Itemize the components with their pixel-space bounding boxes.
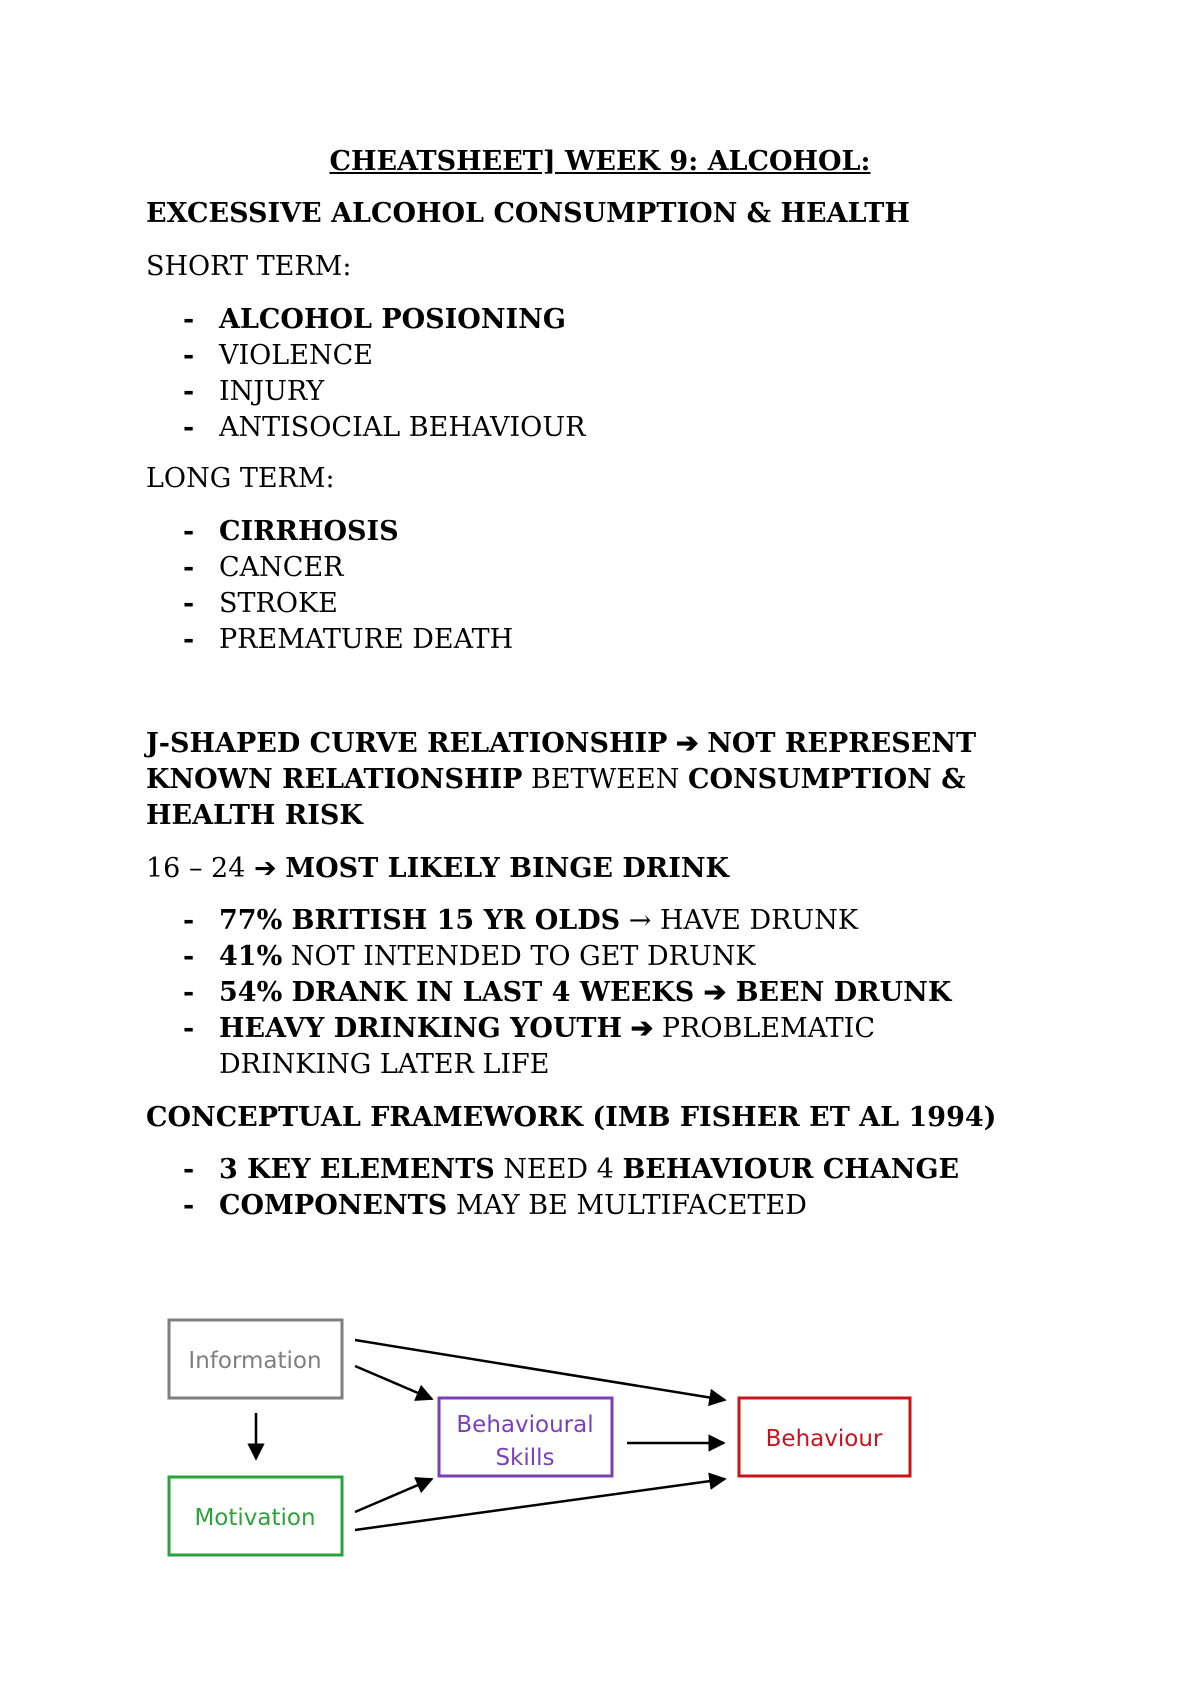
list-item-text: CIRRHOSIS xyxy=(219,516,399,547)
document-title: CHEATSHEET] WEEK 9: ALCOHOL: xyxy=(329,146,871,177)
framework-text: BEHAVIOUR CHANGE xyxy=(622,1154,960,1185)
jcurve-text: BETWEEN xyxy=(531,764,680,795)
list-item-text: DRINKING LATER LIFE xyxy=(219,1049,550,1080)
information-node xyxy=(169,1320,342,1398)
bullet-dash: - xyxy=(183,977,195,1008)
list-item-text: STROKE xyxy=(219,588,338,619)
behavioural-skills-label-1: Behavioural xyxy=(456,1412,594,1438)
list-item-text: PREMATURE DEATH xyxy=(219,624,514,655)
framework-text: NEED 4 xyxy=(503,1154,614,1185)
stat-text: HAVE DRUNK xyxy=(659,905,858,936)
arrow-icon: ➔ xyxy=(676,728,699,759)
arrow-icon: ➔ xyxy=(703,977,727,1008)
binge-title: MOST LIKELY BINGE DRINK xyxy=(285,853,729,884)
list-item-text: INJURY xyxy=(219,376,325,407)
stat-text: PROBLEMATIC xyxy=(661,1013,875,1044)
stat-text: 41% xyxy=(219,941,283,972)
stat-text: 54% DRANK IN LAST 4 WEEKS xyxy=(219,977,695,1008)
arrow-icon: ➔ xyxy=(253,853,277,884)
jcurve-text: CONSUMPTION & xyxy=(687,764,966,795)
bullet-dash: - xyxy=(183,340,195,371)
framework-heading: CONCEPTUAL FRAMEWORK (IMB FISHER ET AL 1994) xyxy=(146,1102,997,1133)
arrow-information-to-skills xyxy=(355,1366,432,1399)
list-item-text: CANCER xyxy=(219,552,344,583)
stat-text: NOT INTENDED TO GET DRUNK xyxy=(290,941,756,972)
list-item-text: VIOLENCE xyxy=(219,340,373,371)
long-term-label: LONG TERM: xyxy=(146,463,335,494)
stat-text: 77% BRITISH 15 YR OLDS xyxy=(219,905,621,936)
framework-text: MAY BE MULTIFACETED xyxy=(455,1190,807,1221)
jcurve-line-3: HEALTH RISK xyxy=(146,800,363,831)
short-term-label: SHORT TERM: xyxy=(146,251,352,282)
jcurve-term: J-SHAPED CURVE RELATIONSHIP xyxy=(146,728,668,759)
motivation-node xyxy=(169,1477,342,1555)
stat-text: HEAVY DRINKING YOUTH xyxy=(219,1013,623,1044)
bullet-dash: - xyxy=(183,412,195,443)
bullet-dash: - xyxy=(183,941,195,972)
behavioural-skills-label-2: Skills xyxy=(495,1445,555,1471)
jcurve-text: KNOWN RELATIONSHIP xyxy=(146,764,523,795)
bullet-dash: - xyxy=(183,1190,195,1221)
bullet-dash: - xyxy=(183,905,195,936)
bullet-dash: - xyxy=(183,588,195,619)
bullet-dash: - xyxy=(183,516,195,547)
section-heading-health: EXCESSIVE ALCOHOL CONSUMPTION & HEALTH xyxy=(146,198,910,229)
bullet-dash: - xyxy=(183,624,195,655)
framework-text: 3 KEY ELEMENTS xyxy=(219,1154,495,1185)
framework-text: COMPONENTS xyxy=(219,1190,448,1221)
motivation-label: Motivation xyxy=(194,1505,316,1531)
arrow-motivation-to-behaviour xyxy=(355,1479,725,1530)
information-label: Information xyxy=(188,1348,322,1374)
age-range: 16 – 24 xyxy=(146,853,246,884)
bullet-dash: - xyxy=(183,552,195,583)
list-item-text: ALCOHOL POSIONING xyxy=(219,304,566,335)
bullet-dash: - xyxy=(183,304,195,335)
behaviour-label: Behaviour xyxy=(765,1426,883,1452)
jcurve-text: NOT REPRESENT xyxy=(707,728,977,759)
bullet-dash: - xyxy=(183,376,195,407)
bullet-dash: - xyxy=(183,1154,195,1185)
behavioural-skills-node xyxy=(439,1398,612,1476)
arrow-icon: ➔ xyxy=(630,1013,654,1044)
bullet-dash: - xyxy=(183,1013,195,1044)
stat-text: BEEN DRUNK xyxy=(735,977,952,1008)
arrow-icon: → xyxy=(628,905,652,936)
arrow-motivation-to-skills xyxy=(355,1479,432,1512)
list-item-text: ANTISOCIAL BEHAVIOUR xyxy=(219,412,586,443)
behaviour-node xyxy=(739,1398,910,1476)
